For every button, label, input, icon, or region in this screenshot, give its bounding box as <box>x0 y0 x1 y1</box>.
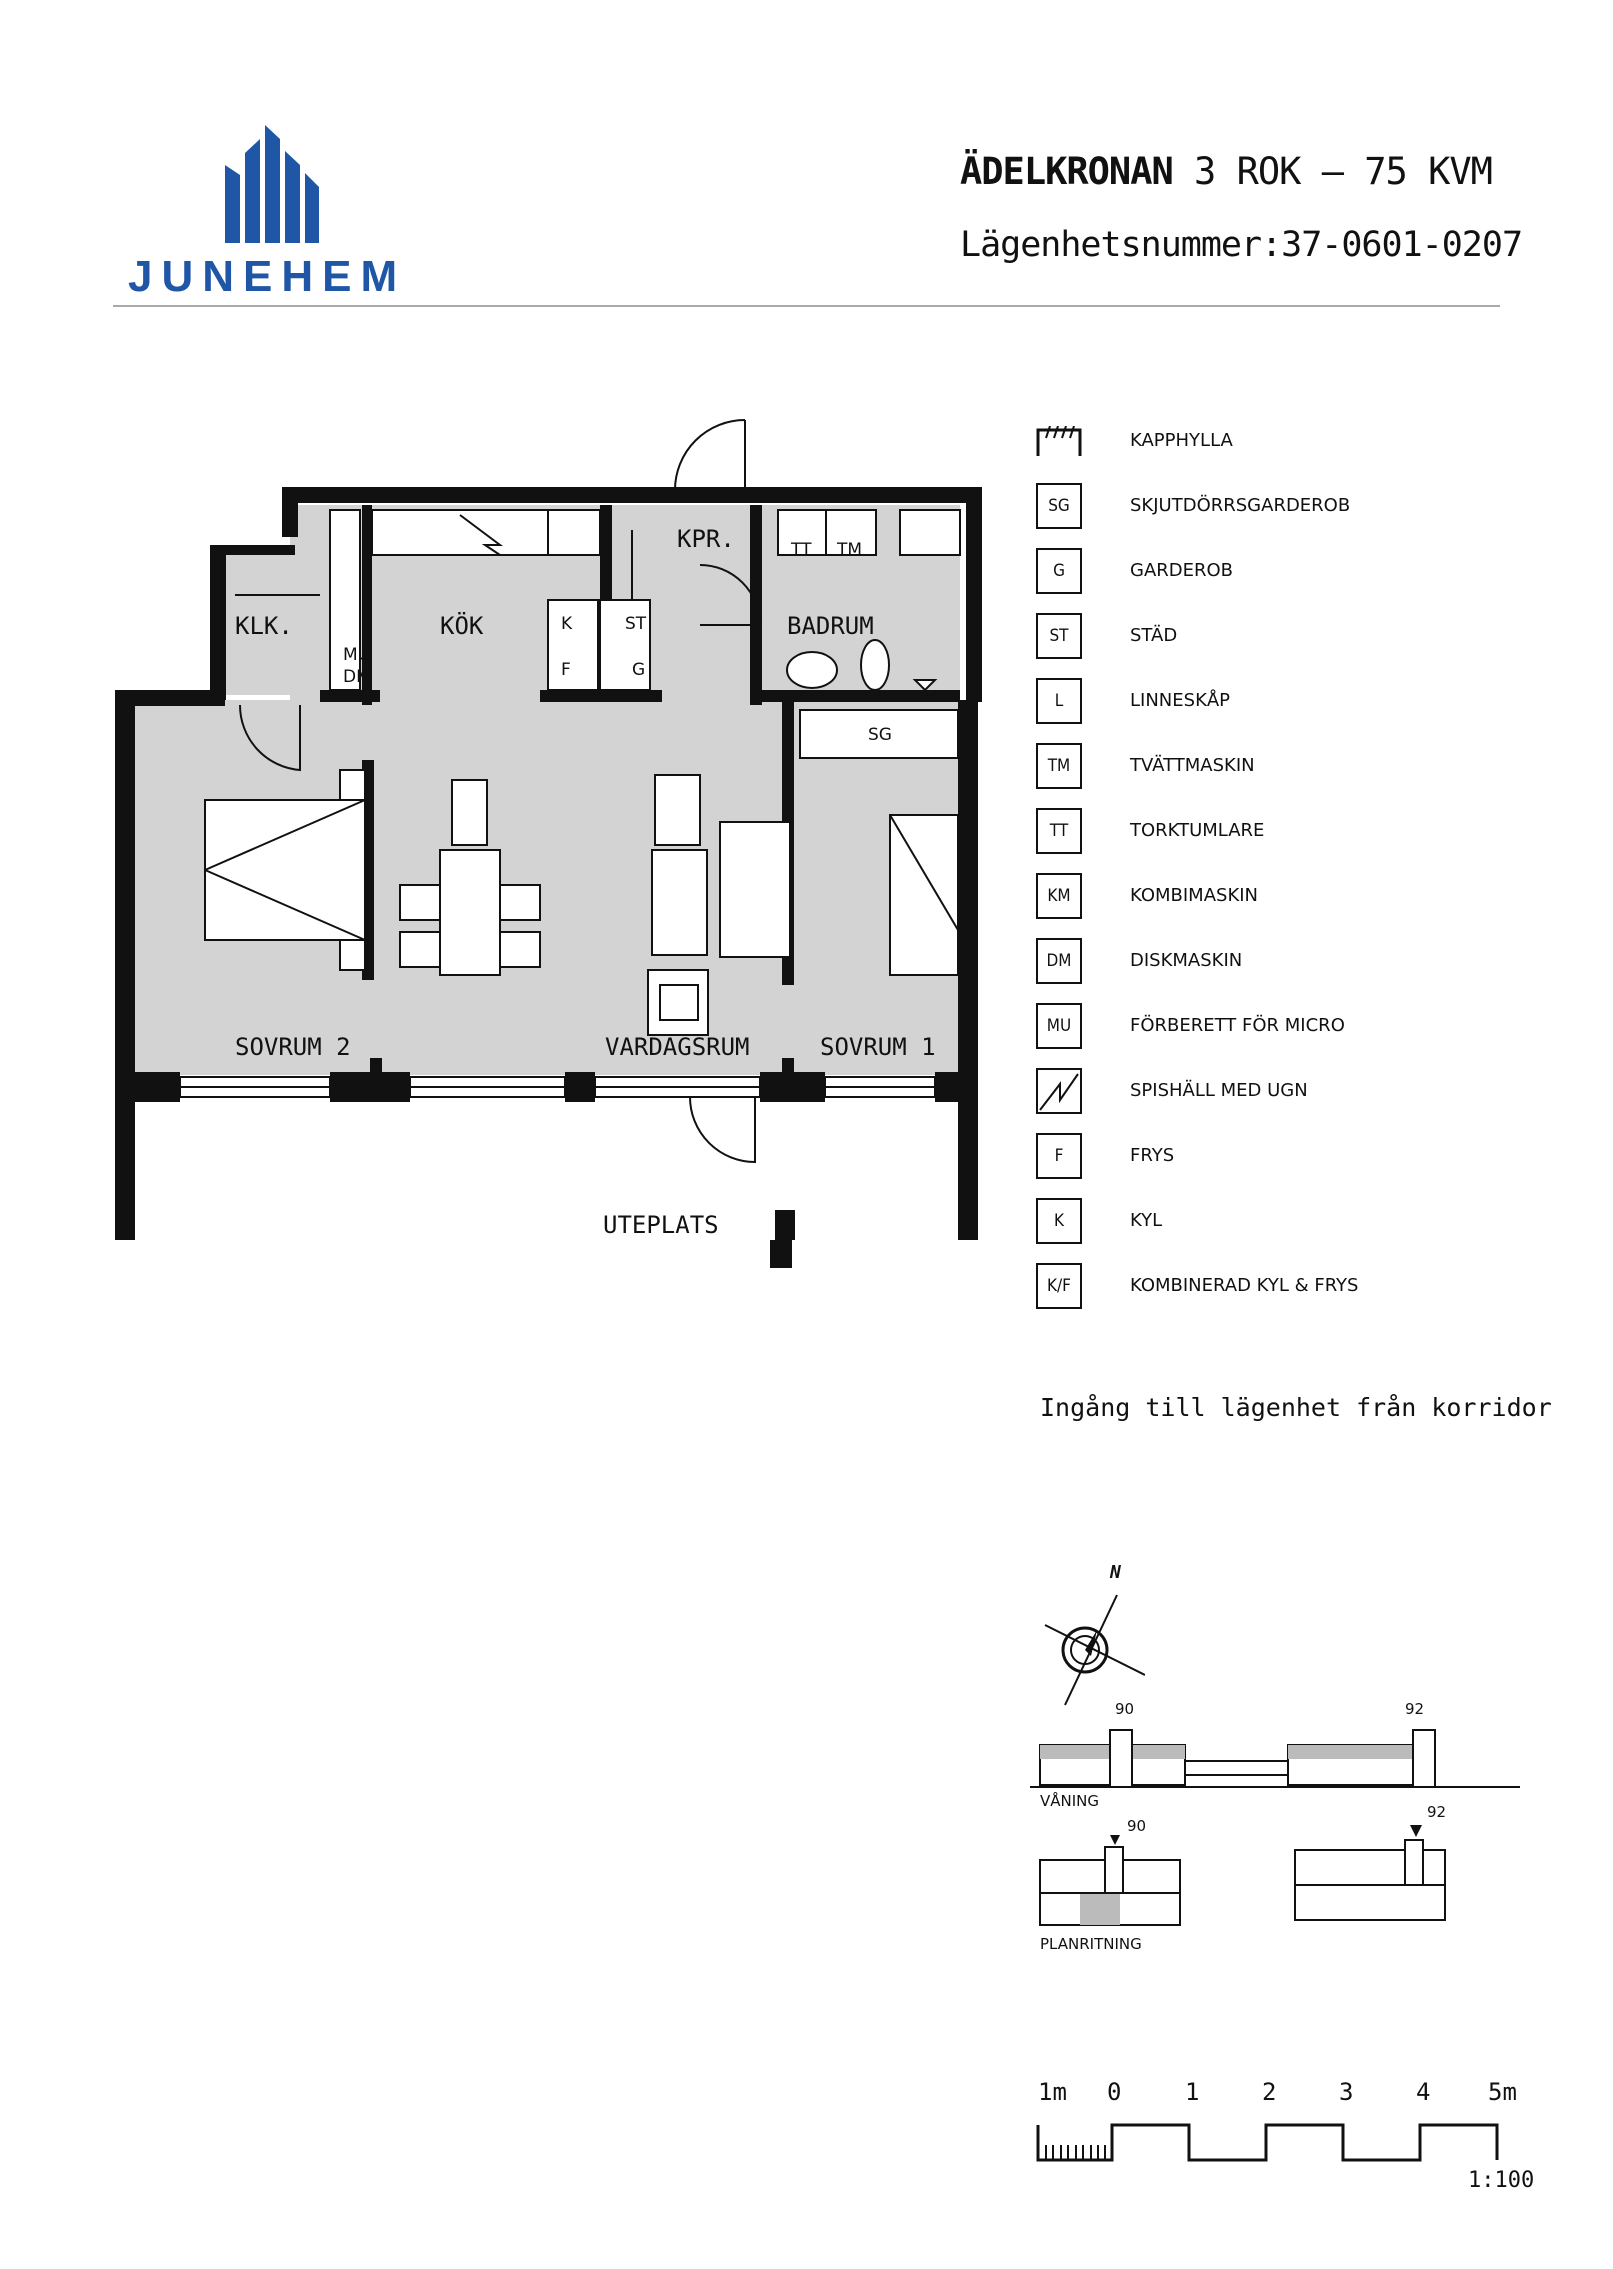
apartment-number: Lägenhetsnummer:37-0601-0207 <box>960 225 1523 265</box>
room-uteplats: UTEPLATS <box>603 1211 719 1239</box>
legend-code-box <box>1036 1263 1082 1309</box>
legend-label: FRYS <box>1130 1145 1175 1166</box>
fixture-k: K <box>561 614 573 634</box>
legend-label: LINNESKÅP <box>1130 690 1231 711</box>
fixture-st: ST <box>625 614 647 634</box>
legend-code: TT <box>1049 821 1069 841</box>
scale-tick-label: 5m <box>1488 2078 1517 2106</box>
legend-code: ST <box>1049 626 1069 646</box>
legend-code-box <box>1036 743 1082 789</box>
vaning-label: VÅNING <box>1040 1792 1100 1810</box>
legend-code: G <box>1053 561 1065 581</box>
entrance-note: Ingång till lägenhet från korridor <box>1040 1393 1552 1422</box>
legend-label: TORKTUMLARE <box>1130 820 1265 841</box>
section-num-b: 92 <box>1405 1700 1425 1718</box>
legend-code-box <box>1036 1003 1082 1049</box>
legend-code-box <box>1036 678 1082 724</box>
fixture-tm: TM <box>837 540 863 560</box>
legend-code-box <box>1036 1133 1082 1179</box>
compass-icon <box>1035 1570 1145 1710</box>
kapphylla-icon <box>1036 426 1082 456</box>
scale-tick-label: 2 <box>1262 2078 1277 2106</box>
legend-code: L <box>1054 691 1064 711</box>
legend-code-box <box>1036 873 1082 919</box>
brand-name: JUNEHEM <box>128 252 407 301</box>
legend-label: SKJUTDÖRRSGARDEROB <box>1130 495 1351 516</box>
legend-code-box <box>1036 808 1082 854</box>
scale-tick-label: 0 <box>1107 2078 1122 2106</box>
room-vardagsrum: VARDAGSRUM <box>605 1033 750 1061</box>
fixture-f: F <box>561 660 571 680</box>
legend-label: DISKMASKIN <box>1130 950 1243 971</box>
scale-tick-label: 3 <box>1339 2078 1354 2106</box>
scale-tick-label: 4 <box>1416 2078 1431 2106</box>
legend-code: K <box>1053 1211 1065 1231</box>
apartment-title <box>960 150 1492 193</box>
building-name: ÄDELKRONAN <box>960 150 1173 193</box>
planritning-label: PLANRITNING <box>1040 1935 1142 1953</box>
legend-code-box <box>1036 1198 1082 1244</box>
scale-tick-label: 1m <box>1038 2078 1067 2106</box>
plan-num-b: 92 <box>1427 1803 1447 1821</box>
legend-label: KOMBINERAD KYL & FRYS <box>1130 1275 1359 1296</box>
spishall-icon <box>1036 1068 1082 1114</box>
legend-label: KAPPHYLLA <box>1130 430 1233 451</box>
legend-label: KOMBIMASKIN <box>1130 885 1259 906</box>
legend-code: F <box>1054 1146 1064 1166</box>
fixture-mu: MU <box>343 645 371 665</box>
floor-area <box>135 505 965 1075</box>
room-badrum: BADRUM <box>787 612 874 640</box>
scale-bar-graphic <box>1035 2115 1510 2165</box>
room-klk: KLK. <box>235 612 293 640</box>
legend-label: FÖRBERETT FÖR MICRO <box>1130 1015 1345 1036</box>
building-section <box>1030 1725 1520 1960</box>
legend-code: DM <box>1046 951 1072 971</box>
fixture-dm: DM <box>343 667 371 687</box>
room-sovrum-2: SOVRUM 2 <box>235 1033 351 1061</box>
room-kpr: KPR. <box>677 525 735 553</box>
legend-label: STÄD <box>1130 625 1178 646</box>
legend-code: TM <box>1047 756 1071 776</box>
legend-label: TVÄTTMASKIN <box>1130 755 1255 776</box>
legend-code-box <box>1036 613 1082 659</box>
scale-ratio: 1:100 <box>1468 2168 1535 2193</box>
legend-label: SPISHÄLL MED UGN <box>1130 1080 1308 1101</box>
scale-tick-label: 1 <box>1185 2078 1200 2106</box>
legend-label: GARDEROB <box>1130 560 1234 581</box>
apartment-size: 3 ROK – 75 KVM <box>1194 150 1492 193</box>
legend-code-box <box>1036 938 1082 984</box>
fixture-g: G <box>632 660 646 680</box>
legend-code-box <box>1036 548 1082 594</box>
legend-code-box <box>1036 483 1082 529</box>
north-label: N <box>1110 1562 1121 1583</box>
legend-code: SG <box>1048 496 1070 516</box>
legend-code: MU <box>1046 1016 1072 1036</box>
fixture-sg: SG <box>868 725 892 745</box>
plan-num-a: 90 <box>1127 1817 1147 1835</box>
legend-label: KYL <box>1130 1210 1163 1231</box>
floor-plan <box>0 0 1000 1300</box>
fixture-tt: TT <box>791 540 812 560</box>
room-sovrum-1: SOVRUM 1 <box>820 1033 936 1061</box>
room-kok: KÖK <box>440 612 484 640</box>
section-num-a: 90 <box>1115 1700 1135 1718</box>
legend-code: KM <box>1047 886 1071 906</box>
legend-code: K/F <box>1047 1276 1071 1296</box>
